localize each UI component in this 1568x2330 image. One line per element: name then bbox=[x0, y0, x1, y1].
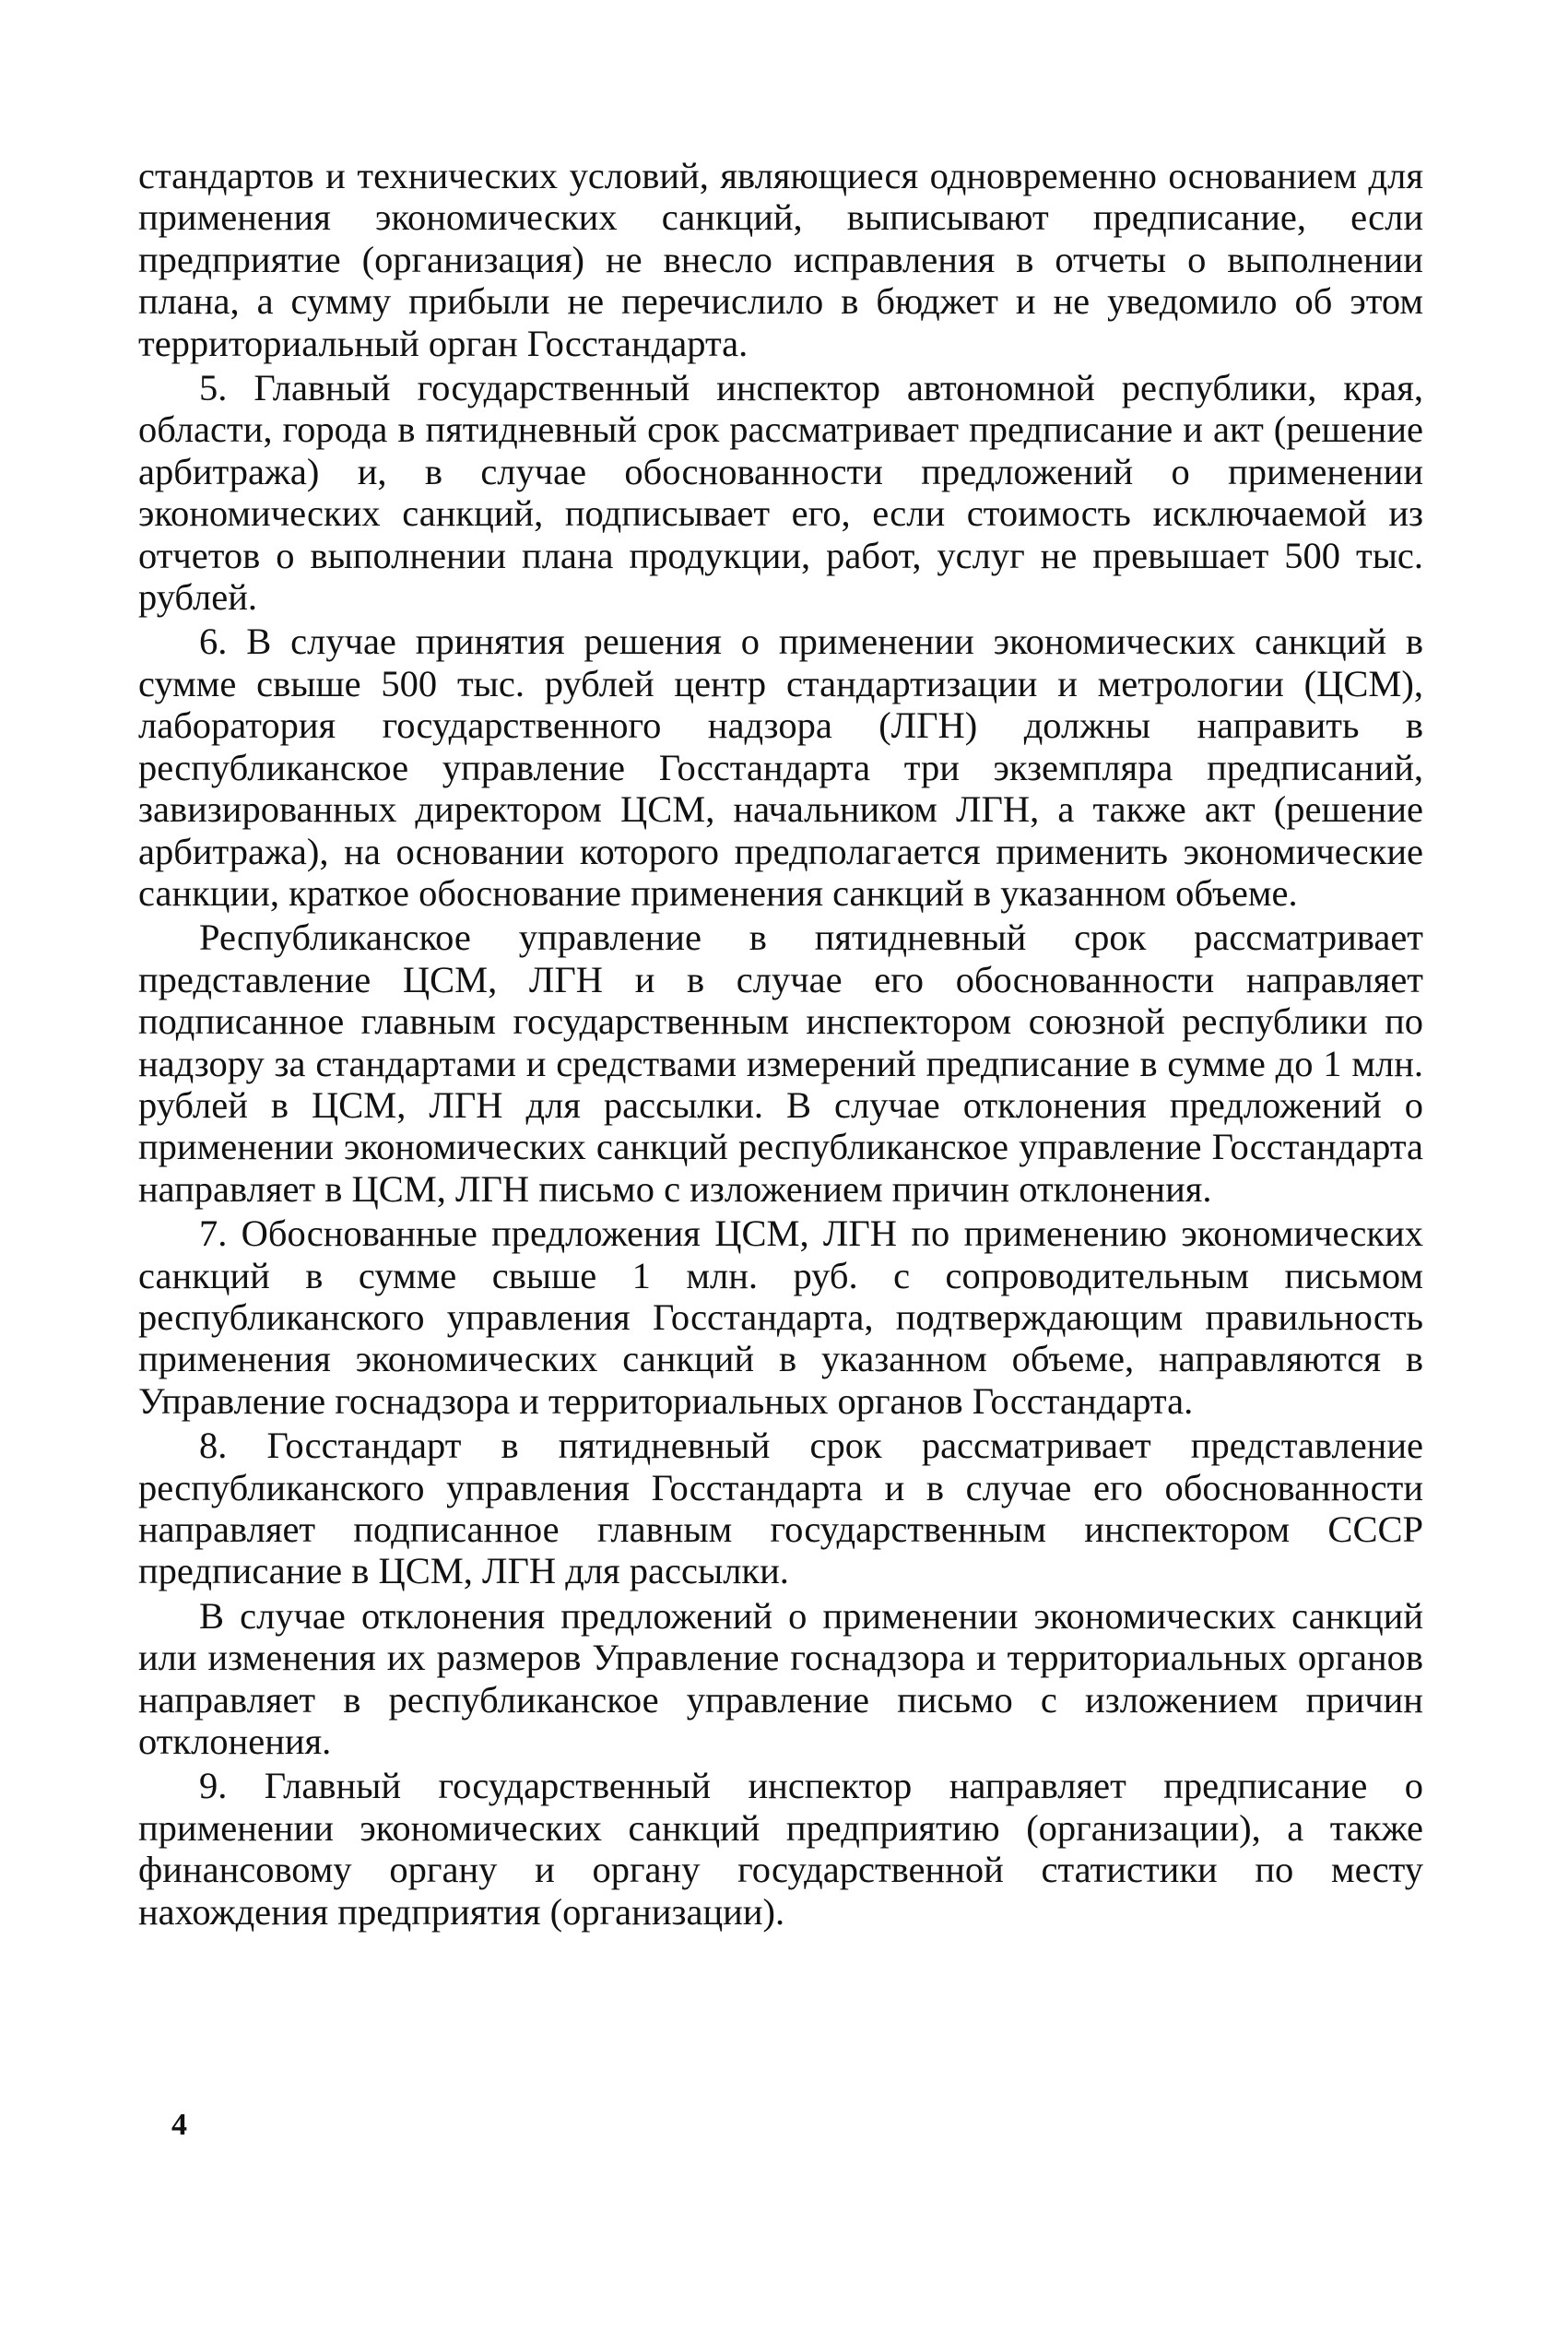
paragraph-item-9: 9. Главный государственный инспектор направляет предписание о применении экономических санкций предприятию (организации), а также финансовому органу и органу государственной статистики по месту нахождения предприятия (организации). bbox=[138, 1765, 1423, 1933]
paragraph-rejection-case: В случае отклонения предложений о применении экономических санкций или изменения их размеров Управление госнадзора и территориальных органов направляет в республиканское управление письмо с изложением причин отклонения. bbox=[138, 1594, 1423, 1763]
paragraph-item-7: 7. Обоснованные предложения ЦСМ, ЛГН по применению экономических санкций в сумме свыше 1 млн. руб. с сопроводительным письмом республиканского управления Госстандарта, подтверждающим правильность применения экономических санкций в указанном объеме, направляются в Управление госнадзора и территориальных органов Госстандарта. bbox=[138, 1212, 1423, 1422]
paragraph-item-8: 8. Госстандарт в пятидневный срок рассматривает представление республиканского управления Госстандарта и в случае его обоснованности направляет подписанное главным государственным инспектором СССР предписание в ЦСМ, ЛГН для рассылки. bbox=[138, 1425, 1423, 1592]
paragraph-continuation: стандартов и технических условий, являющиеся одновременно основанием для применения экономических санкций, выписывают предписание, если предприятие (организация) не внесло исправления в отчеты о выполнении плана, а сумму прибыли не перечислило в бюджет и не уведомило об этом территориальный орган Госстандарта. bbox=[138, 155, 1423, 364]
document-body bbox=[138, 155, 1423, 1935]
paragraph-item-5: 5. Главный государственный инспектор автономной республики, края, области, города в пятидневный срок рассматривает предписание и акт (решение арбитража) и, в случае обоснованности предложений о применении экономических санкций, подписывает его, если стоимость исключаемой из отчетов о выполнении плана продукции, работ, услуг не превышает 500 тыс. рублей. bbox=[138, 367, 1423, 619]
page-number: 4 bbox=[171, 2108, 187, 2142]
paragraph-republican-administration: Республиканское управление в пятидневный срок рассматривает представление ЦСМ, ЛГН и в случае его обоснованности направляет подписанное главным государственным инспектором союзной республики по надзору за стандартами и средствами измерений предписание в сумме до 1 млн. рублей в ЦСМ, ЛГН для рассылки. В случае отклонения предложений о применении экономических санкций республиканское управление Госстандарта направляет в ЦСМ, ЛГН письмо с изложением причин отклонения. bbox=[138, 917, 1423, 1210]
paragraph-item-6: 6. В случае принятия решения о применении экономических санкций в сумме свыше 500 тыс. рублей центр стандартизации и метрологии (ЦСМ), лаборатория государственного надзора (ЛГН) должны направить в республиканское управление Госстандарта три экземпляра предписаний, завизированных директором ЦСМ, начальником ЛГН, а также акт (решение арбитража), на основании которого предполагается применить экономические санкции, краткое обоснование применения санкций в указанном объеме. bbox=[138, 621, 1423, 914]
